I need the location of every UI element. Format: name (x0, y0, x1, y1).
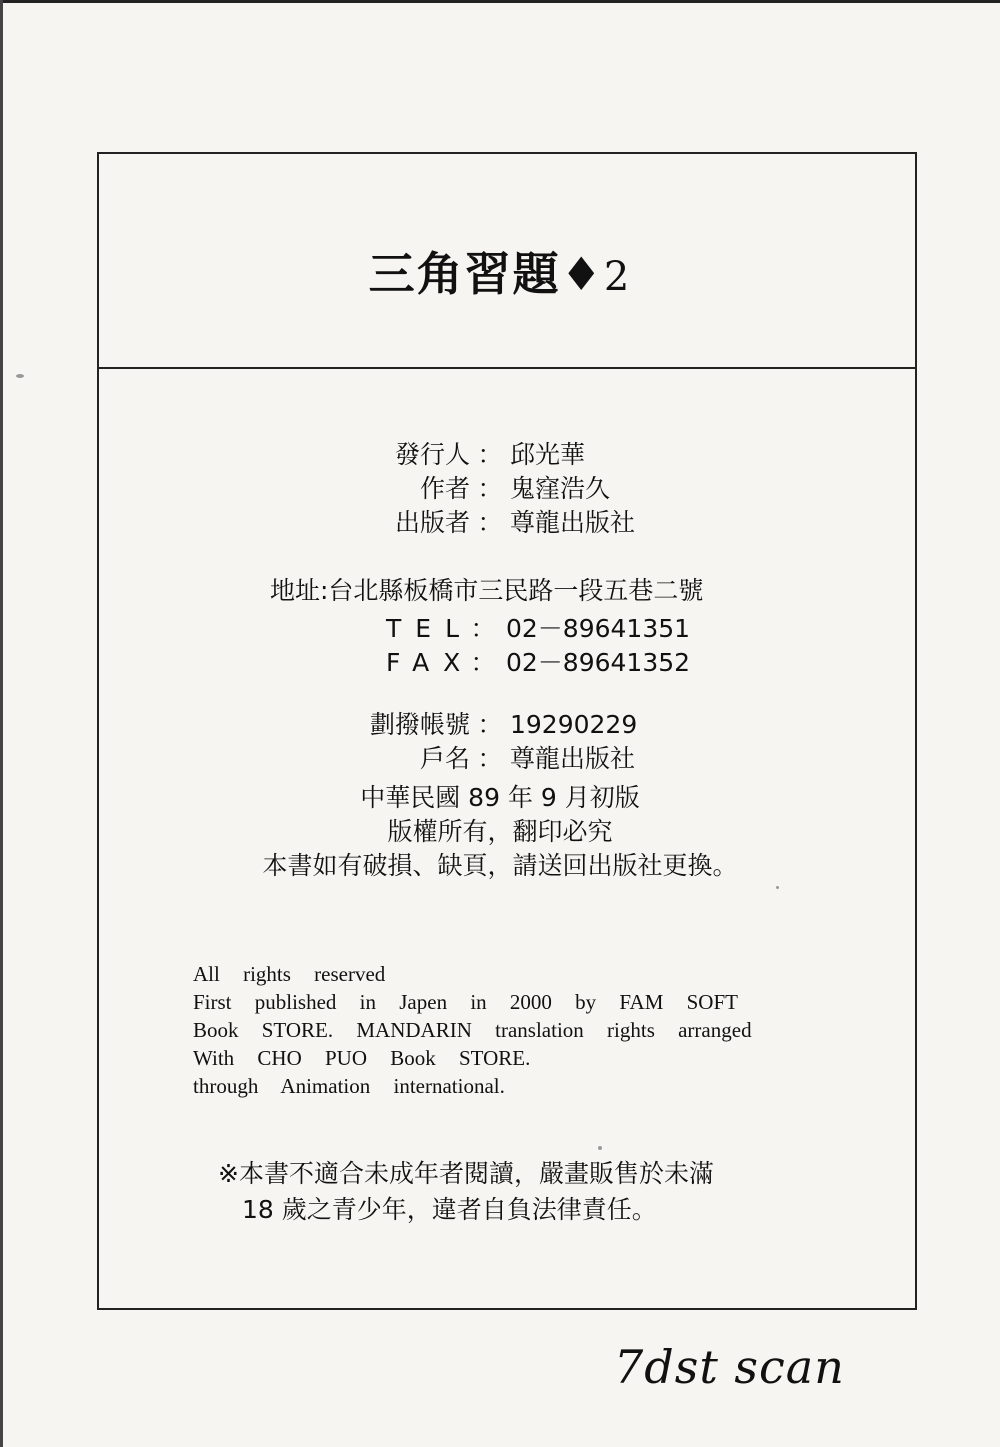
account-separator: ： (477, 710, 503, 739)
info-row-author (352, 472, 635, 506)
info-separator: ： (477, 508, 503, 537)
account-value: 19290229 (510, 710, 638, 739)
account-info (352, 708, 637, 776)
account-label: 戶名 (419, 744, 470, 773)
contact-label: FAX (386, 648, 475, 677)
page-left-edge (0, 0, 3, 1447)
account-row-name (352, 742, 637, 776)
english-rights-line: With CHO PUO Book STORE. (193, 1046, 531, 1070)
info-value: 邱光華 (510, 440, 586, 469)
info-separator: ： (477, 440, 503, 469)
publisher-info (352, 438, 635, 540)
english-rights-line: Book STORE. MANDARIN translation rights arranged (193, 1018, 752, 1042)
book-title (0, 238, 1000, 304)
info-label: 發行人 (394, 440, 470, 469)
contact-separator: ： (470, 648, 496, 677)
info-label: 出版者 (394, 508, 470, 537)
title-divider (97, 367, 917, 369)
english-rights-line: First published in Japen in 2000 by FAM SOFT (193, 990, 738, 1014)
info-label: 作者 (419, 474, 470, 503)
scanner-signature: 7dst scan (614, 1340, 845, 1394)
damage-notice-line: 本書如有破損、缺頁，請送回出版社更換。 (262, 851, 738, 880)
english-rights-line: through Animation international. (193, 1074, 505, 1098)
copyright-line: 版權所有，翻印必究 (387, 817, 613, 846)
scan-speck (16, 374, 24, 378)
contact-info (270, 574, 703, 680)
account-value: 尊龍出版社 (510, 744, 636, 773)
account-label: 劃撥帳號 (369, 710, 470, 739)
contact-value: 02－89641351 (506, 614, 691, 643)
scan-speck (598, 1146, 602, 1150)
volume-number: 2 (603, 254, 632, 300)
age-notice-line: ※本書不適合未成年者閱讀，嚴畫販售於未滿 (218, 1159, 714, 1188)
info-separator: ： (477, 474, 503, 503)
contact-label: TEL (386, 614, 473, 643)
diamond-icon: ♦ (560, 247, 604, 301)
page-top-edge (0, 0, 1000, 3)
contact-value: 02－89641352 (506, 648, 691, 677)
contact-row-fax (270, 646, 703, 680)
info-row-publisher (352, 438, 635, 472)
english-rights-line: All rights reserved (193, 962, 386, 986)
contact-separator: ： (470, 614, 496, 643)
age-notice (218, 1156, 714, 1228)
age-notice-line: 18 歲之青少年，違者自負法律責任。 (242, 1195, 657, 1224)
address-line: 地址:台北縣板橋市三民路一段五巷二號 (270, 576, 704, 605)
english-rights-block (193, 960, 813, 1100)
info-row-press (352, 506, 635, 540)
account-separator: ： (477, 744, 503, 773)
edition-line: 中華民國 89 年 9 月初版 (360, 783, 640, 812)
info-value: 尊龍出版社 (510, 508, 636, 537)
contact-row-tel (270, 612, 703, 646)
info-value: 鬼窪浩久 (510, 474, 611, 503)
account-row-number (352, 708, 637, 742)
book-title-main: 三角習題 (368, 247, 561, 301)
scan-speck (776, 886, 779, 889)
